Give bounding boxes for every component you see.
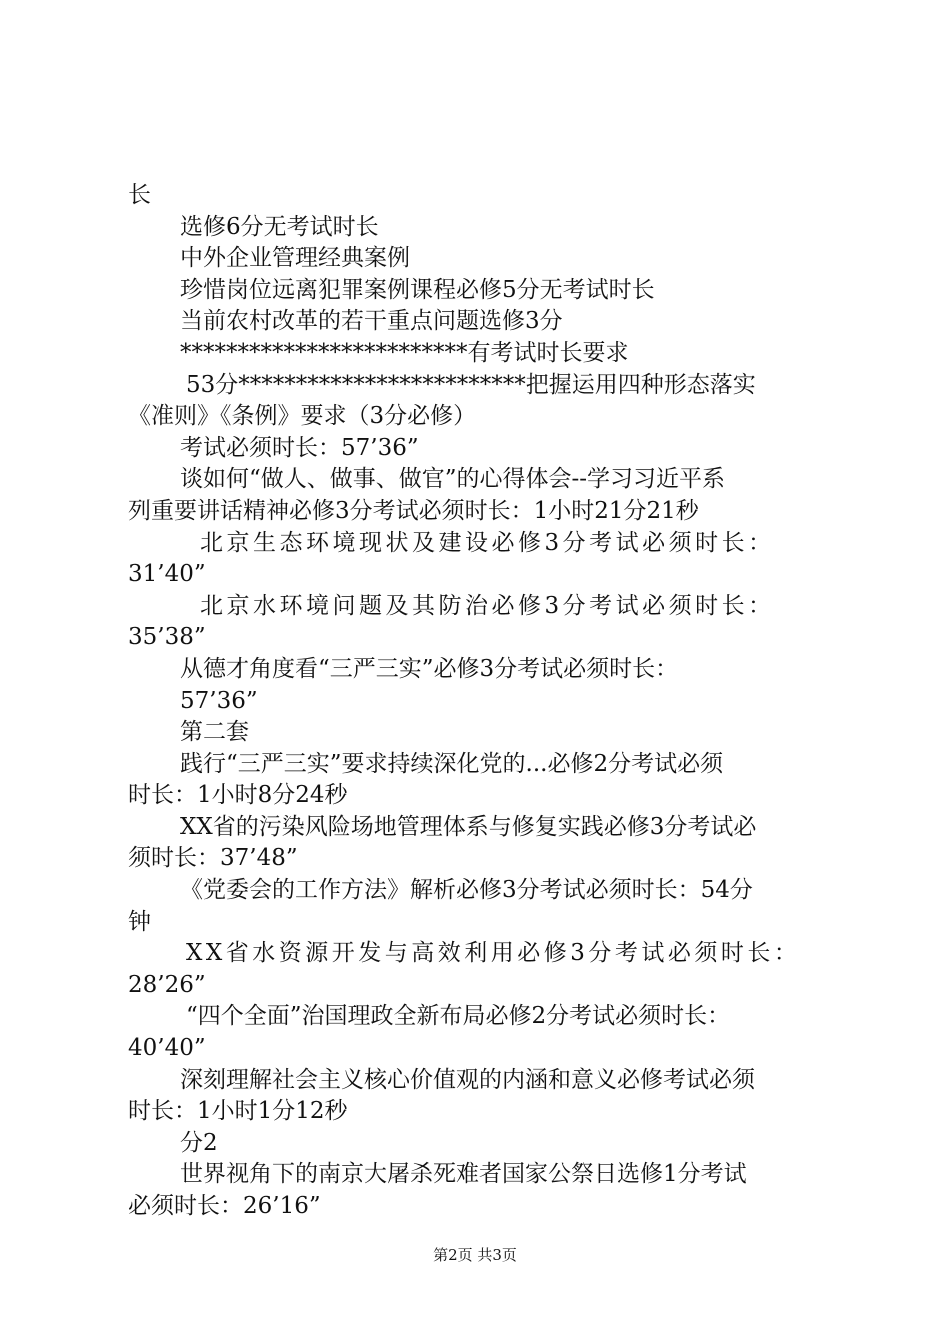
text-line: 考试必须时长：57’36” bbox=[180, 434, 419, 461]
text-line: 珍惜岗位远离犯罪案例课程必修5分无考试时长 bbox=[180, 276, 655, 303]
text-line: 必须时长：26’16” bbox=[128, 1193, 321, 1219]
text-line: 57’36” bbox=[180, 687, 258, 714]
text-line: XX省的污染风险场地管理体系与修复实践必修3分考试必 bbox=[180, 813, 757, 840]
text-line: 《党委会的工作方法》解析必修3分考试必须时长：54分 bbox=[180, 877, 753, 904]
text-line: 时长：1小时1分12秒 bbox=[128, 1098, 348, 1125]
text-line: *************************有考试时长要求 bbox=[180, 339, 629, 366]
text-line: 《准则》《条例》要求（3分必修） bbox=[128, 403, 477, 430]
page-footer: 第2页 共3页 bbox=[433, 1246, 517, 1264]
text-line: 35’38” bbox=[128, 624, 206, 651]
section-heading: 第二套 bbox=[180, 719, 249, 746]
text-line: 北京生态环境现状及建设必修3分考试必须时长： bbox=[200, 529, 775, 556]
text-line: 从德才角度看“三严三实”必修3分考试必须时长： bbox=[180, 655, 679, 682]
text-line: 53分*************************把握运用四种形态落实 bbox=[186, 371, 756, 398]
text-line: 31’40” bbox=[128, 561, 206, 588]
text-line: 北京水环境问题及其防治必修3分考试必须时长： bbox=[200, 592, 775, 619]
text-line: 当前农村改革的若干重点问题选修3分 bbox=[180, 308, 563, 335]
text-line: 40’40” bbox=[128, 1035, 206, 1062]
text-line: 时长：1小时8分24秒 bbox=[128, 782, 348, 809]
text-line: 钟 bbox=[128, 908, 151, 935]
text-line: 世界视角下的南京大屠杀死难者国家公祭日选修1分考试 bbox=[180, 1161, 747, 1188]
document-body bbox=[128, 180, 828, 1223]
text-line: 深刻理解社会主义核心价值观的内涵和意义必修考试必须 bbox=[180, 1066, 755, 1093]
text-line: 须时长：37’48” bbox=[128, 845, 298, 872]
text-line: 28’26” bbox=[128, 971, 206, 998]
text-line: XX省水资源开发与高效利用必修3分考试必须时长： bbox=[186, 940, 801, 967]
text-line: 选修6分无考试时长 bbox=[180, 213, 379, 240]
text-line: 谈如何“做人、做事、做官”的心得体会--学习习近平系 bbox=[180, 466, 726, 493]
text-line: 中外企业管理经典案例 bbox=[180, 245, 410, 272]
text-line: 践行“三严三实”要求持续深化党的...必修2分考试必须 bbox=[180, 750, 724, 777]
text-line: 列重要讲话精神必修3分考试必须时长：1小时21分21秒 bbox=[128, 497, 699, 524]
text-line: 分2 bbox=[180, 1129, 218, 1156]
text-line: 长 bbox=[128, 182, 151, 208]
text-line: “四个全面”治国理政全新布局必修2分考试必须时长： bbox=[186, 1003, 731, 1030]
